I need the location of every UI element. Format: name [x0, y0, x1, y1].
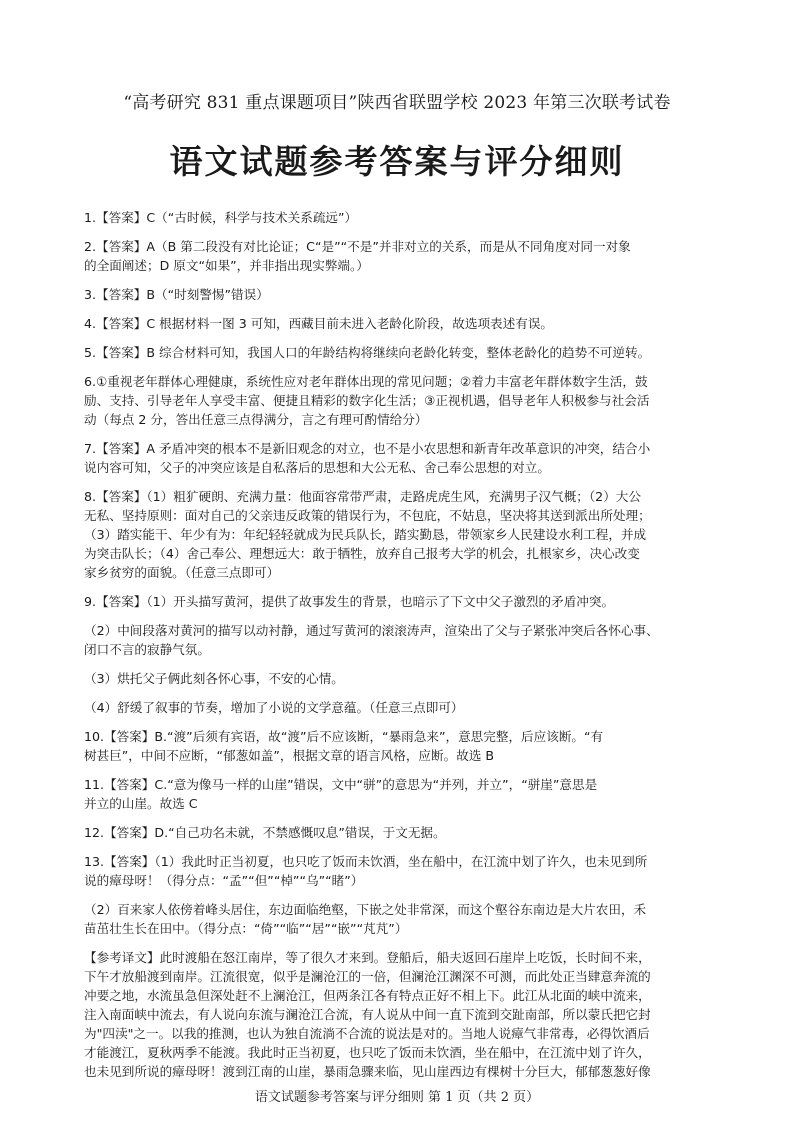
answer-line: （3）踏实能干、年少有为：年纪轻轻就成为民兵队长，踏实勤恳，带领家乡人民建设水利工程，并成: [84, 527, 647, 542]
answer-item: [84, 208, 712, 227]
answer-item: [84, 948, 712, 1081]
answer-line: 家乡贫穷的面貌。（任意三点即可）: [84, 565, 280, 580]
answer-line: （2）百来家人依傍着峰头居住，东边面临绝壑，下嵌之处非常深，而这个壑谷东南边是大片农田，禾: [84, 902, 647, 917]
answer-line: 说内容可知，父子的冲突应该是自私落后的思想和大公无私、舍己奉公思想的对立。: [84, 460, 550, 475]
answer-line: 为"四渎"之一。以我的推测，也认为独自流淌不合流的说法是对的。当地人说瘴气非常毒，必得饮酒后: [84, 1026, 650, 1041]
page-title: 语文试题参考答案与评分细则: [169, 142, 625, 181]
answer-line: 动（每点 2 分，答出任意三点得满分，言之有理可酌情给分）: [84, 412, 428, 427]
answer-line: 7.【答案】A 矛盾冲突的根本不是新旧观念的对立，也不是小农思想和新青年改革意识的冲突，结合小: [84, 441, 651, 456]
answer-line: 冲要之地，水流虽急但深处赶不上澜沧江，但两条江各有特点正好不相上下。此江从北面的峡中流来，: [84, 988, 651, 1003]
answer-item: [84, 285, 712, 304]
exam-subtitle: “高考研究 831 重点课题项目”陕西省联盟学校 2023 年第三次联考试卷: [123, 93, 671, 113]
answer-line: 注入南面峡中流去，有人说向东流与澜沧江合流，有人说从中间一直下流到交趾南部，所以蒙氏把它封: [84, 1007, 651, 1022]
answer-line: 9.【答案】（1）开头描写黄河，提供了故事发生的背景，也暗示了下文中父子激烈的矛盾冲突。: [84, 594, 615, 609]
answer-line: 4.【答案】C 根据材料一图 3 可知，西藏目前未进入老龄化阶段，故选项表述有误。: [84, 316, 554, 331]
answer-line: 无私、坚持原则：面对自己的父亲违反政策的错误行为，不包庇，不姑息，坚决将其送到派出所处理；: [84, 508, 651, 523]
answer-line: 也未见到所说的瘴母呀！渡到江南的山崖，暴雨急骤来临，见山崖西边有棵树十分巨大，郁郁葱葱好像: [84, 1064, 651, 1079]
answer-line: 5.【答案】B 综合材料可知，我国人口的年龄结构将继续向老龄化转变，整体老龄化的趋势不可逆转。: [84, 345, 651, 360]
answer-item: [84, 900, 712, 938]
answer-line: 才能渡江，夏秋两季不能渡。我此时正当初夏，也只吃了饭而未饮酒，坐在船中，在江流中划了许久，: [84, 1045, 651, 1060]
answer-line: 12.【答案】D.“自己功名未就，不禁感慨叹息”错误，于文无据。: [84, 825, 446, 840]
answer-line: 闭口不言的寂静气氛。: [84, 642, 210, 657]
answer-item: [84, 372, 712, 429]
answer-item: [84, 698, 712, 717]
answer-item: [84, 621, 712, 659]
answer-line: 并立的山崖。故选 C: [84, 796, 198, 811]
answer-item: [84, 775, 712, 813]
answer-line: 8.【答案】（1）粗犷硬朗、充满力量：他面容常带严肃，走路虎虎生风，充满男子汉气概；（2）大公: [84, 489, 641, 504]
answer-item: [84, 439, 712, 477]
answer-item: [84, 343, 712, 362]
answer-line: 11.【答案】C.“意为像马一样的山崖”错误，文中“骈”的意思为“并列，并立”，“骈崖”意思是: [84, 777, 598, 792]
answer-line: （4）舒缓了叙事的节奏，增加了小说的文学意蕴。（任意三点即可）: [84, 700, 464, 715]
answer-line: 6.①重视老年群体心理健康，系统性应对老年群体出现的常见问题；②着力丰富老年群体数字生活，鼓: [84, 374, 648, 389]
answer-line: （3）烘托父子俩此刻各怀心事，不安的心情。: [84, 671, 344, 686]
answer-line: 树甚巨”，中间不应断，“郁葱如盖”，根据文章的语言风格，应断。故选 B: [84, 748, 495, 763]
answer-item: [84, 237, 712, 275]
answer-item: [84, 852, 712, 890]
answer-item: [84, 487, 712, 582]
answer-line: 13.【答案】（1）我此时正当初夏，也只吃了饭而未饮酒，坐在船中，在江流中划了许久，也未见到所: [84, 854, 648, 869]
answer-item: [84, 314, 712, 333]
answer-list: [84, 208, 712, 1091]
answer-line: 2.【答案】A（B 第二段没有对比论证；C“是”“不是”并非对立的关系，而是从不同角度对同一对象: [84, 239, 631, 254]
answer-line: 为突击队长；（4）舍己奉公、理想远大：敢于牺牲，放弃自己报考大学的机会，扎根家乡，决心改变: [84, 546, 640, 561]
answer-item: [84, 823, 712, 842]
answer-line: 10.【答案】B.“渡”后须有宾语，故“渡”后不应该断，“暴雨急来”，意思完整，后应该断。“有: [84, 729, 604, 744]
answer-line: 苗茁壮生长在田中。（得分点：“倚”“临”“居”“嵌”“芃芃”）: [84, 921, 408, 936]
answer-item: [84, 727, 712, 765]
answer-line: 励、支持、引导老年人享受丰富、便捷且精彩的数字化生活；③正视机遇，倡导老年人积极参与社会活: [84, 393, 650, 408]
answer-item: [84, 592, 712, 611]
answer-line: （2）中间段落对黄河的描写以动衬静，通过写黄河的滚滚涛声，渲染出了父与子紧张冲突后各怀心事、: [84, 623, 659, 638]
answer-line: 说的瘴母呀！（得分点：“孟”“但”“棹”“乌”“睹”）: [84, 873, 364, 888]
answer-line: 的全面阐述；D 原文“如果”，并非指出现实弊端。）: [84, 258, 369, 273]
page-footer: 语文试题参考答案与评分细则 第 1 页（共 2 页）: [254, 1090, 540, 1105]
answer-line: 下午才放船渡到南岸。江流很宽，似乎是澜沧江的一倍，但澜沧江渊深不可测，而此处正当肆意奔流的: [84, 969, 651, 984]
answer-item: [84, 669, 712, 688]
answer-line: 3.【答案】B（“时刻警惕”错误）: [84, 287, 269, 302]
answer-line: 【参考译文】此时渡船在怒江南岸，等了很久才来到。登船后，船夫返回石崖岸上吃饭，长时间不来，: [84, 950, 651, 965]
answer-line: 1.【答案】C（“古时候，科学与技术关系疏远”）: [84, 210, 358, 225]
